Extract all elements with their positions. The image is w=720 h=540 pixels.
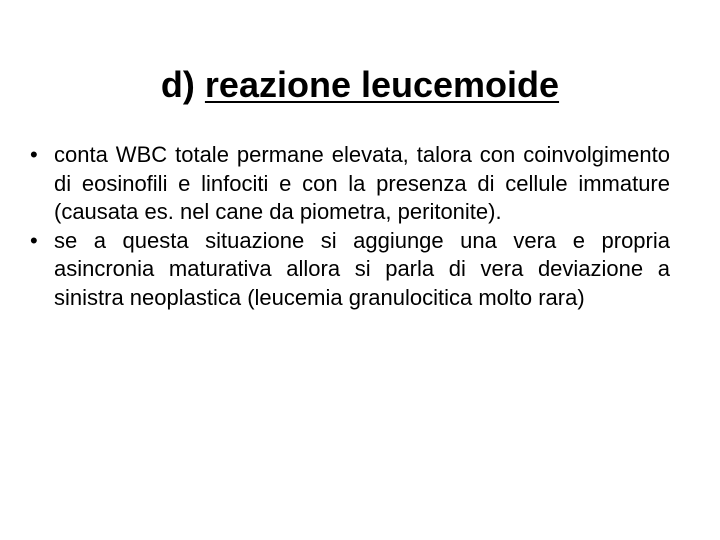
title-prefix: d): [160, 64, 195, 105]
slide-title: [0, 62, 720, 108]
bullet-icon: •: [30, 227, 38, 253]
bullet-text: conta WBC totale permane elevata, talora con coinvolgimento di eosinofili e linfociti e con la presenza di cellule immature (causata es. nel cane da piometra, peritonite).: [54, 142, 670, 224]
title-main: reazione leucemoide: [204, 64, 560, 105]
bullet-icon: •: [30, 142, 38, 167]
bullet-list: [30, 141, 670, 312]
bullet-item: [30, 227, 670, 313]
bullet-text: se a questa situazione si aggiunge una vera e propria asincronia maturativa allora si parla di vera deviazione a sinistra neoplastica (leucemia granulocitica molto rara): [54, 227, 670, 310]
bullet-item: [30, 141, 670, 227]
